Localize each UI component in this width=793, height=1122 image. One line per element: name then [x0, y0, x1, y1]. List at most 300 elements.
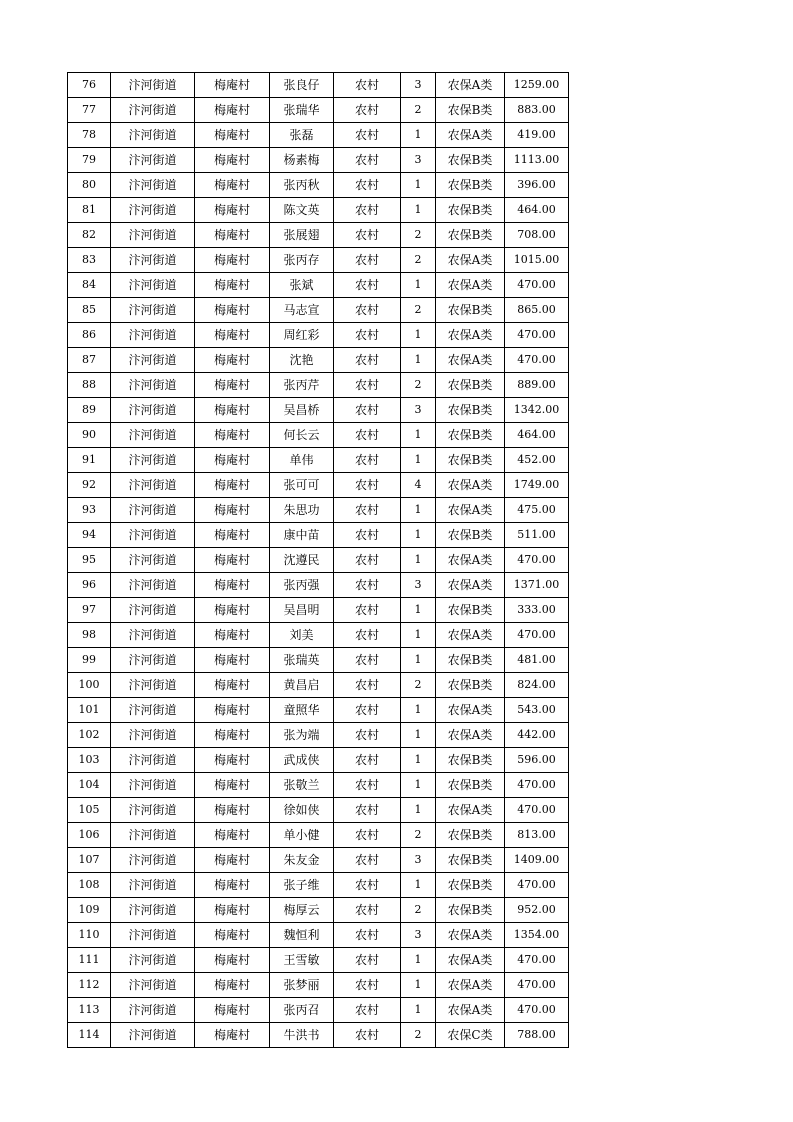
name-cell: 张丙强 — [270, 573, 334, 598]
street-cell: 汴河街道 — [111, 498, 195, 523]
table-row — [68, 698, 569, 723]
amount-cell: 442.00 — [505, 723, 569, 748]
category-cell: 农保A类 — [436, 348, 505, 373]
street-cell: 汴河街道 — [111, 398, 195, 423]
type-cell: 农村 — [334, 448, 401, 473]
type-cell: 农村 — [334, 498, 401, 523]
category-cell: 农保A类 — [436, 473, 505, 498]
category-cell: 农保A类 — [436, 723, 505, 748]
count-cell: 1 — [401, 323, 436, 348]
row-number: 80 — [68, 173, 111, 198]
count-cell: 3 — [401, 148, 436, 173]
amount-cell: 1259.00 — [505, 73, 569, 98]
village-cell: 梅庵村 — [195, 848, 270, 873]
category-cell: 农保B类 — [436, 848, 505, 873]
amount-cell: 824.00 — [505, 673, 569, 698]
count-cell: 2 — [401, 223, 436, 248]
village-cell: 梅庵村 — [195, 598, 270, 623]
street-cell: 汴河街道 — [111, 423, 195, 448]
amount-cell: 470.00 — [505, 948, 569, 973]
street-cell: 汴河街道 — [111, 798, 195, 823]
type-cell: 农村 — [334, 248, 401, 273]
name-cell: 何长云 — [270, 423, 334, 448]
count-cell: 1 — [401, 348, 436, 373]
row-number: 114 — [68, 1023, 111, 1048]
table-row — [68, 273, 569, 298]
row-number: 104 — [68, 773, 111, 798]
street-cell: 汴河街道 — [111, 1023, 195, 1048]
name-cell: 张丙芹 — [270, 373, 334, 398]
village-cell: 梅庵村 — [195, 873, 270, 898]
amount-cell: 470.00 — [505, 998, 569, 1023]
village-cell: 梅庵村 — [195, 323, 270, 348]
type-cell: 农村 — [334, 673, 401, 698]
category-cell: 农保A类 — [436, 248, 505, 273]
name-cell: 沈遵民 — [270, 548, 334, 573]
name-cell: 徐如侠 — [270, 798, 334, 823]
amount-cell: 1371.00 — [505, 573, 569, 598]
type-cell: 农村 — [334, 123, 401, 148]
count-cell: 1 — [401, 523, 436, 548]
table-row — [68, 73, 569, 98]
village-cell: 梅庵村 — [195, 223, 270, 248]
type-cell: 农村 — [334, 548, 401, 573]
category-cell: 农保A类 — [436, 698, 505, 723]
count-cell: 4 — [401, 473, 436, 498]
count-cell: 3 — [401, 848, 436, 873]
table-row — [68, 373, 569, 398]
amount-cell: 708.00 — [505, 223, 569, 248]
category-cell: 农保A类 — [436, 323, 505, 348]
name-cell: 杨素梅 — [270, 148, 334, 173]
category-cell: 农保B类 — [436, 598, 505, 623]
count-cell: 2 — [401, 673, 436, 698]
table-row — [68, 123, 569, 148]
amount-cell: 1113.00 — [505, 148, 569, 173]
village-cell: 梅庵村 — [195, 973, 270, 998]
category-cell: 农保B类 — [436, 898, 505, 923]
village-cell: 梅庵村 — [195, 73, 270, 98]
row-number: 85 — [68, 298, 111, 323]
row-number: 103 — [68, 748, 111, 773]
category-cell: 农保B类 — [436, 298, 505, 323]
name-cell: 张敬兰 — [270, 773, 334, 798]
type-cell: 农村 — [334, 223, 401, 248]
table-row — [68, 623, 569, 648]
count-cell: 2 — [401, 248, 436, 273]
street-cell: 汴河街道 — [111, 373, 195, 398]
row-number: 78 — [68, 123, 111, 148]
village-cell: 梅庵村 — [195, 348, 270, 373]
street-cell: 汴河街道 — [111, 73, 195, 98]
amount-cell: 396.00 — [505, 173, 569, 198]
amount-cell: 470.00 — [505, 323, 569, 348]
row-number: 91 — [68, 448, 111, 473]
type-cell: 农村 — [334, 998, 401, 1023]
street-cell: 汴河街道 — [111, 198, 195, 223]
village-cell: 梅庵村 — [195, 773, 270, 798]
village-cell: 梅庵村 — [195, 623, 270, 648]
amount-cell: 813.00 — [505, 823, 569, 848]
row-number: 100 — [68, 673, 111, 698]
table-row — [68, 198, 569, 223]
table-row — [68, 848, 569, 873]
amount-cell: 470.00 — [505, 973, 569, 998]
category-cell: 农保A类 — [436, 498, 505, 523]
type-cell: 农村 — [334, 773, 401, 798]
table-body — [68, 73, 569, 1048]
count-cell: 1 — [401, 498, 436, 523]
table-row — [68, 573, 569, 598]
count-cell: 2 — [401, 373, 436, 398]
count-cell: 1 — [401, 598, 436, 623]
count-cell: 1 — [401, 798, 436, 823]
type-cell: 农村 — [334, 173, 401, 198]
village-cell: 梅庵村 — [195, 298, 270, 323]
amount-cell: 452.00 — [505, 448, 569, 473]
row-number: 86 — [68, 323, 111, 348]
table-row — [68, 773, 569, 798]
count-cell: 1 — [401, 698, 436, 723]
name-cell: 武成侠 — [270, 748, 334, 773]
street-cell: 汴河街道 — [111, 673, 195, 698]
street-cell: 汴河街道 — [111, 173, 195, 198]
count-cell: 2 — [401, 298, 436, 323]
category-cell: 农保B类 — [436, 398, 505, 423]
type-cell: 农村 — [334, 1023, 401, 1048]
amount-cell: 1409.00 — [505, 848, 569, 873]
table-row — [68, 873, 569, 898]
count-cell: 3 — [401, 573, 436, 598]
table-row — [68, 223, 569, 248]
category-cell: 农保B类 — [436, 173, 505, 198]
amount-cell: 464.00 — [505, 423, 569, 448]
count-cell: 3 — [401, 923, 436, 948]
row-number: 77 — [68, 98, 111, 123]
table-row — [68, 323, 569, 348]
amount-cell: 470.00 — [505, 348, 569, 373]
street-cell: 汴河街道 — [111, 573, 195, 598]
name-cell: 牛洪书 — [270, 1023, 334, 1048]
table-row — [68, 673, 569, 698]
type-cell: 农村 — [334, 73, 401, 98]
amount-cell: 1354.00 — [505, 923, 569, 948]
type-cell: 农村 — [334, 273, 401, 298]
row-number: 102 — [68, 723, 111, 748]
type-cell: 农村 — [334, 923, 401, 948]
table-row — [68, 823, 569, 848]
street-cell: 汴河街道 — [111, 598, 195, 623]
type-cell: 农村 — [334, 573, 401, 598]
category-cell: 农保B类 — [436, 373, 505, 398]
row-number: 112 — [68, 973, 111, 998]
type-cell: 农村 — [334, 98, 401, 123]
village-cell: 梅庵村 — [195, 948, 270, 973]
street-cell: 汴河街道 — [111, 273, 195, 298]
name-cell: 童照华 — [270, 698, 334, 723]
type-cell: 农村 — [334, 798, 401, 823]
row-number: 96 — [68, 573, 111, 598]
count-cell: 1 — [401, 973, 436, 998]
village-cell: 梅庵村 — [195, 923, 270, 948]
row-number: 93 — [68, 498, 111, 523]
table-row — [68, 723, 569, 748]
village-cell: 梅庵村 — [195, 823, 270, 848]
category-cell: 农保A类 — [436, 948, 505, 973]
table-row — [68, 898, 569, 923]
amount-cell: 481.00 — [505, 648, 569, 673]
village-cell: 梅庵村 — [195, 748, 270, 773]
name-cell: 张展翅 — [270, 223, 334, 248]
count-cell: 2 — [401, 898, 436, 923]
village-cell: 梅庵村 — [195, 498, 270, 523]
street-cell: 汴河街道 — [111, 948, 195, 973]
row-number: 106 — [68, 823, 111, 848]
row-number: 99 — [68, 648, 111, 673]
row-number: 98 — [68, 623, 111, 648]
amount-cell: 883.00 — [505, 98, 569, 123]
row-number: 79 — [68, 148, 111, 173]
amount-cell: 865.00 — [505, 298, 569, 323]
table-row — [68, 398, 569, 423]
category-cell: 农保B类 — [436, 673, 505, 698]
row-number: 108 — [68, 873, 111, 898]
name-cell: 张瑞英 — [270, 648, 334, 673]
category-cell: 农保B类 — [436, 148, 505, 173]
table-row — [68, 523, 569, 548]
category-cell: 农保B类 — [436, 773, 505, 798]
village-cell: 梅庵村 — [195, 698, 270, 723]
row-number: 89 — [68, 398, 111, 423]
type-cell: 农村 — [334, 948, 401, 973]
count-cell: 1 — [401, 873, 436, 898]
name-cell: 张磊 — [270, 123, 334, 148]
amount-cell: 952.00 — [505, 898, 569, 923]
village-cell: 梅庵村 — [195, 998, 270, 1023]
village-cell: 梅庵村 — [195, 273, 270, 298]
table-row — [68, 1023, 569, 1048]
row-number: 107 — [68, 848, 111, 873]
street-cell: 汴河街道 — [111, 848, 195, 873]
type-cell: 农村 — [334, 698, 401, 723]
village-cell: 梅庵村 — [195, 648, 270, 673]
table-row — [68, 948, 569, 973]
type-cell: 农村 — [334, 723, 401, 748]
count-cell: 1 — [401, 123, 436, 148]
amount-cell: 464.00 — [505, 198, 569, 223]
street-cell: 汴河街道 — [111, 123, 195, 148]
type-cell: 农村 — [334, 423, 401, 448]
count-cell: 2 — [401, 823, 436, 848]
count-cell: 1 — [401, 948, 436, 973]
row-number: 110 — [68, 923, 111, 948]
amount-cell: 788.00 — [505, 1023, 569, 1048]
name-cell: 张丙秋 — [270, 173, 334, 198]
type-cell: 农村 — [334, 473, 401, 498]
category-cell: 农保A类 — [436, 998, 505, 1023]
village-cell: 梅庵村 — [195, 148, 270, 173]
name-cell: 魏恒利 — [270, 923, 334, 948]
name-cell: 朱思功 — [270, 498, 334, 523]
street-cell: 汴河街道 — [111, 823, 195, 848]
category-cell: 农保A类 — [436, 123, 505, 148]
village-cell: 梅庵村 — [195, 123, 270, 148]
type-cell: 农村 — [334, 848, 401, 873]
amount-cell: 543.00 — [505, 698, 569, 723]
table-row — [68, 748, 569, 773]
row-number: 76 — [68, 73, 111, 98]
name-cell: 马志宣 — [270, 298, 334, 323]
street-cell: 汴河街道 — [111, 548, 195, 573]
type-cell: 农村 — [334, 873, 401, 898]
table-row — [68, 248, 569, 273]
table-row — [68, 348, 569, 373]
street-cell: 汴河街道 — [111, 623, 195, 648]
type-cell: 农村 — [334, 623, 401, 648]
village-cell: 梅庵村 — [195, 573, 270, 598]
type-cell: 农村 — [334, 523, 401, 548]
category-cell: 农保B类 — [436, 523, 505, 548]
table-row — [68, 498, 569, 523]
type-cell: 农村 — [334, 748, 401, 773]
count-cell: 3 — [401, 398, 436, 423]
count-cell: 1 — [401, 723, 436, 748]
type-cell: 农村 — [334, 298, 401, 323]
street-cell: 汴河街道 — [111, 98, 195, 123]
type-cell: 农村 — [334, 823, 401, 848]
name-cell: 沈艳 — [270, 348, 334, 373]
row-number: 84 — [68, 273, 111, 298]
name-cell: 刘美 — [270, 623, 334, 648]
count-cell: 1 — [401, 273, 436, 298]
row-number: 95 — [68, 548, 111, 573]
table-row — [68, 798, 569, 823]
type-cell: 农村 — [334, 148, 401, 173]
village-cell: 梅庵村 — [195, 98, 270, 123]
table-row — [68, 423, 569, 448]
row-number: 88 — [68, 373, 111, 398]
street-cell: 汴河街道 — [111, 523, 195, 548]
amount-cell: 419.00 — [505, 123, 569, 148]
street-cell: 汴河街道 — [111, 348, 195, 373]
category-cell: 农保B类 — [436, 748, 505, 773]
street-cell: 汴河街道 — [111, 748, 195, 773]
street-cell: 汴河街道 — [111, 698, 195, 723]
village-cell: 梅庵村 — [195, 198, 270, 223]
amount-cell: 470.00 — [505, 623, 569, 648]
count-cell: 1 — [401, 173, 436, 198]
category-cell: 农保A类 — [436, 273, 505, 298]
table-row — [68, 298, 569, 323]
type-cell: 农村 — [334, 973, 401, 998]
type-cell: 农村 — [334, 373, 401, 398]
amount-cell: 470.00 — [505, 798, 569, 823]
category-cell: 农保B类 — [436, 198, 505, 223]
row-number: 87 — [68, 348, 111, 373]
street-cell: 汴河街道 — [111, 298, 195, 323]
count-cell: 1 — [401, 648, 436, 673]
name-cell: 梅厚云 — [270, 898, 334, 923]
count-cell: 2 — [401, 1023, 436, 1048]
amount-cell: 1015.00 — [505, 248, 569, 273]
table-row — [68, 148, 569, 173]
category-cell: 农保B类 — [436, 823, 505, 848]
table-row — [68, 598, 569, 623]
type-cell: 农村 — [334, 348, 401, 373]
amount-cell: 889.00 — [505, 373, 569, 398]
name-cell: 张丙存 — [270, 248, 334, 273]
village-cell: 梅庵村 — [195, 723, 270, 748]
street-cell: 汴河街道 — [111, 923, 195, 948]
type-cell: 农村 — [334, 323, 401, 348]
row-number: 92 — [68, 473, 111, 498]
row-number: 113 — [68, 998, 111, 1023]
category-cell: 农保A类 — [436, 623, 505, 648]
street-cell: 汴河街道 — [111, 448, 195, 473]
name-cell: 单小健 — [270, 823, 334, 848]
village-cell: 梅庵村 — [195, 448, 270, 473]
village-cell: 梅庵村 — [195, 373, 270, 398]
village-cell: 梅庵村 — [195, 473, 270, 498]
category-cell: 农保A类 — [436, 548, 505, 573]
name-cell: 张可可 — [270, 473, 334, 498]
table-row — [68, 648, 569, 673]
row-number: 105 — [68, 798, 111, 823]
village-cell: 梅庵村 — [195, 673, 270, 698]
amount-cell: 470.00 — [505, 273, 569, 298]
table-row — [68, 548, 569, 573]
category-cell: 农保A类 — [436, 973, 505, 998]
amount-cell: 596.00 — [505, 748, 569, 773]
count-cell: 1 — [401, 773, 436, 798]
street-cell: 汴河街道 — [111, 223, 195, 248]
street-cell: 汴河街道 — [111, 773, 195, 798]
name-cell: 周红彩 — [270, 323, 334, 348]
table-row — [68, 173, 569, 198]
category-cell: 农保B类 — [436, 98, 505, 123]
row-number: 97 — [68, 598, 111, 623]
village-cell: 梅庵村 — [195, 398, 270, 423]
name-cell: 张梦丽 — [270, 973, 334, 998]
category-cell: 农保B类 — [436, 873, 505, 898]
row-number: 94 — [68, 523, 111, 548]
table-row — [68, 473, 569, 498]
category-cell: 农保A类 — [436, 573, 505, 598]
street-cell: 汴河街道 — [111, 723, 195, 748]
name-cell: 张子维 — [270, 873, 334, 898]
row-number: 82 — [68, 223, 111, 248]
name-cell: 张斌 — [270, 273, 334, 298]
count-cell: 1 — [401, 423, 436, 448]
table-row — [68, 448, 569, 473]
amount-cell: 475.00 — [505, 498, 569, 523]
amount-cell: 1342.00 — [505, 398, 569, 423]
name-cell: 张丙召 — [270, 998, 334, 1023]
category-cell: 农保C类 — [436, 1023, 505, 1048]
village-cell: 梅庵村 — [195, 248, 270, 273]
street-cell: 汴河街道 — [111, 998, 195, 1023]
name-cell: 吴昌桥 — [270, 398, 334, 423]
row-number: 81 — [68, 198, 111, 223]
village-cell: 梅庵村 — [195, 173, 270, 198]
table-row — [68, 98, 569, 123]
name-cell: 陈文英 — [270, 198, 334, 223]
table-row — [68, 998, 569, 1023]
amount-cell: 470.00 — [505, 548, 569, 573]
category-cell: 农保A类 — [436, 73, 505, 98]
amount-cell: 470.00 — [505, 773, 569, 798]
count-cell: 1 — [401, 623, 436, 648]
